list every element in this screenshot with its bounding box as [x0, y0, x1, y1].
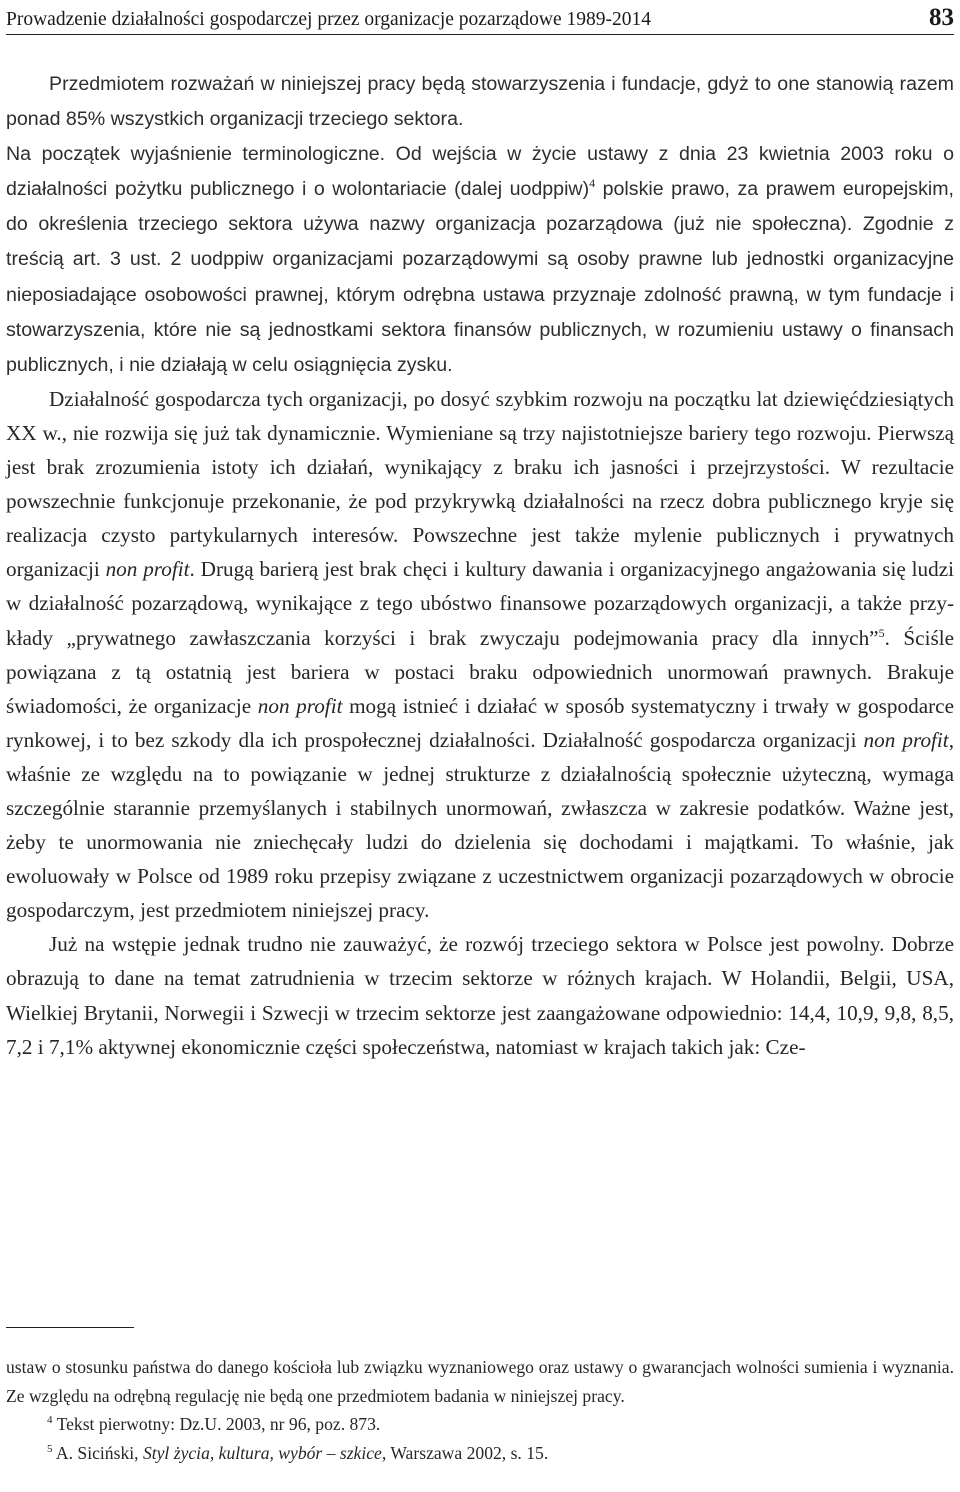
footnote-text: Tekst pierwotny: Dz.U. 2003, nr 96, poz. 873. — [52, 1414, 381, 1435]
non-profit-term: non profit — [105, 557, 190, 582]
footnote-number: 5 — [47, 1442, 53, 1455]
paragraph-2-part-d: mogą istnieć i działać w sposób systematyczny i trwały w gospodarce rynkowej, i to bez szkody dla ich prospołecznej działalności. Działalność gospodarcza organizacji — [6, 693, 954, 752]
footnote-4 — [6, 1410, 954, 1439]
running-title: Prowadzenie działalności gospodarczej przez organizacje pozarządowe 1989-2014 — [6, 9, 652, 30]
footnote-ref-4: 4 — [589, 176, 596, 191]
paragraph-2 — [6, 382, 954, 928]
footnote-ref-5: 5 — [878, 625, 885, 640]
footnote-5 — [6, 1439, 954, 1468]
footnote-rule — [6, 1327, 134, 1328]
footnote-publication: , Warszawa 2002, s. 15. — [381, 1442, 549, 1463]
footnote-number: 4 — [47, 1414, 53, 1427]
paragraph-1-intro: Przedmiotem rozważań w niniejszej pracy będą stowarzyszenia i fundacje, gdyż to one stanowią razem ponad 85% wszystkich organizacji trzeciego sektora. — [6, 73, 954, 131]
paragraph-2-part-b: . Drugą barierą jest brak chęci i kultury dawania i organizacyjnego angażowania się ludzi w działalność pozarządową, wynikające z tego ubóstwo finansowe pozarządowych organizacji, a także przykłady „prywatnego zawłaszczania korzyści i brak zwyczaju podejmowania pracy dla innych” — [6, 557, 954, 650]
paragraph-3: Już na wstępie jednak trudno nie zauważyć, że rozwój trzeciego sektora w Polsce jest powolny. Dobrze obrazują to dane na temat zatrudnienia w trzecim sektorze w różnych krajach. W Holandii, Belgii, USA, Wielkiej Brytanii, Norwegii i Szwecji w trzecim sektorze jest zaangażowane odpowiednio: 14,4, 10,9, 9,8, 8,5, 7,2 i 7,1% aktywnej ekonomicznie części społeczeństwa, natomiast w krajach takich jak: Cze- — [6, 932, 954, 1059]
paragraph-2-part-e: , właśnie ze względu na to powiązanie w jednej strukturze z działalnością społecznie użyteczną, wymaga szczególnie starannie przemyślanych i stabilnych unormowań, zwłaszcza w zakresie podatków. Ważne jest, żeby te unormowania nie zniechęcały ludzi do dzielenia się dochodami i majątkami. To właśnie, jak ewoluowały w Polsce od 1989 roku przepisy związane z uczestnictwem organizacji pozarządowych w obrocie gospodarczym, jest przedmiotem niniejszej pracy. — [6, 727, 954, 923]
non-profit-term: non profit — [257, 693, 343, 718]
paragraph-1 — [6, 66, 954, 382]
footnote-continued: ustaw o stosunku państwa do danego kościoła lub związku wyznaniowego oraz ustawy o gwarancjach wolności sumienia i wyznania. Ze względu na odrębną regulację nie będą one przedmiotem badania w niniejszej pracy. — [6, 1357, 954, 1406]
running-header — [6, 6, 954, 34]
footnotes — [6, 1353, 954, 1467]
page-number: 83 — [929, 4, 954, 31]
footnote-book-title: Styl życia, kultura, wybór – szkice — [142, 1442, 382, 1463]
paragraph-1-terminology: Na początek wyjaśnienie terminologiczne. Od wejścia w życie ustawy z dnia 23 kwietnia 2003 roku o działalności pożytku publicznego i o wolontariacie (dalej uodppiw) — [6, 143, 954, 201]
header-rule — [6, 34, 954, 35]
footnote-author: A. Siciński, — [52, 1442, 143, 1463]
body-text — [6, 66, 954, 1064]
non-profit-term: non profit — [863, 727, 949, 752]
paragraph-1-definition: polskie prawo, za prawem europejskim, do określenia trzeciego sektora używa nazwy organizacja pozarządowa (już nie społeczna). Zgodnie z treścią art. 3 ust. 2 uodppiw organizacjami pozarządowymi są osoby prawne lub jednostki organizacyjne nieposiadające osobowości prawnej, którym odrębna ustawa przyznaje zdolność prawną, w tym fundacje i stowarzyszenia, które nie są jednostkami sektora finansów publicznych, w rozumieniu ustawy o finansach publicznych, i nie działają w celu osiągnięcia zysku. — [6, 178, 954, 376]
paragraph-2-part-a: Działalność gospodarcza tych organizacji, po dosyć szybkim rozwoju na początku lat dziewięćdziesiątych XX w., nie rozwija się już tak dynamicznie. Wymieniane są trzy najistotniejsze bariery tego rozwoju. Pierwszą jest brak zrozumienia istoty ich działań, wynikający z braku ich jasności i przejrzystości. W rezultacie powszechnie funkcjonuje przekonanie, że pod przykrywką działalności na rzecz dobra publicznego kryje się realizacja czysto partykularnych interesów. Powszechne jest także mylenie publicznych i prywatnych organizacji — [6, 386, 954, 582]
paragraph-2-part-c: . Ściśle powiązana z tą ostatnią jest bariera w postaci braku odpowiednich unormowań prawnych. Brakuje świadomości, że organizacje — [6, 625, 954, 718]
document-page — [6, 0, 954, 1492]
